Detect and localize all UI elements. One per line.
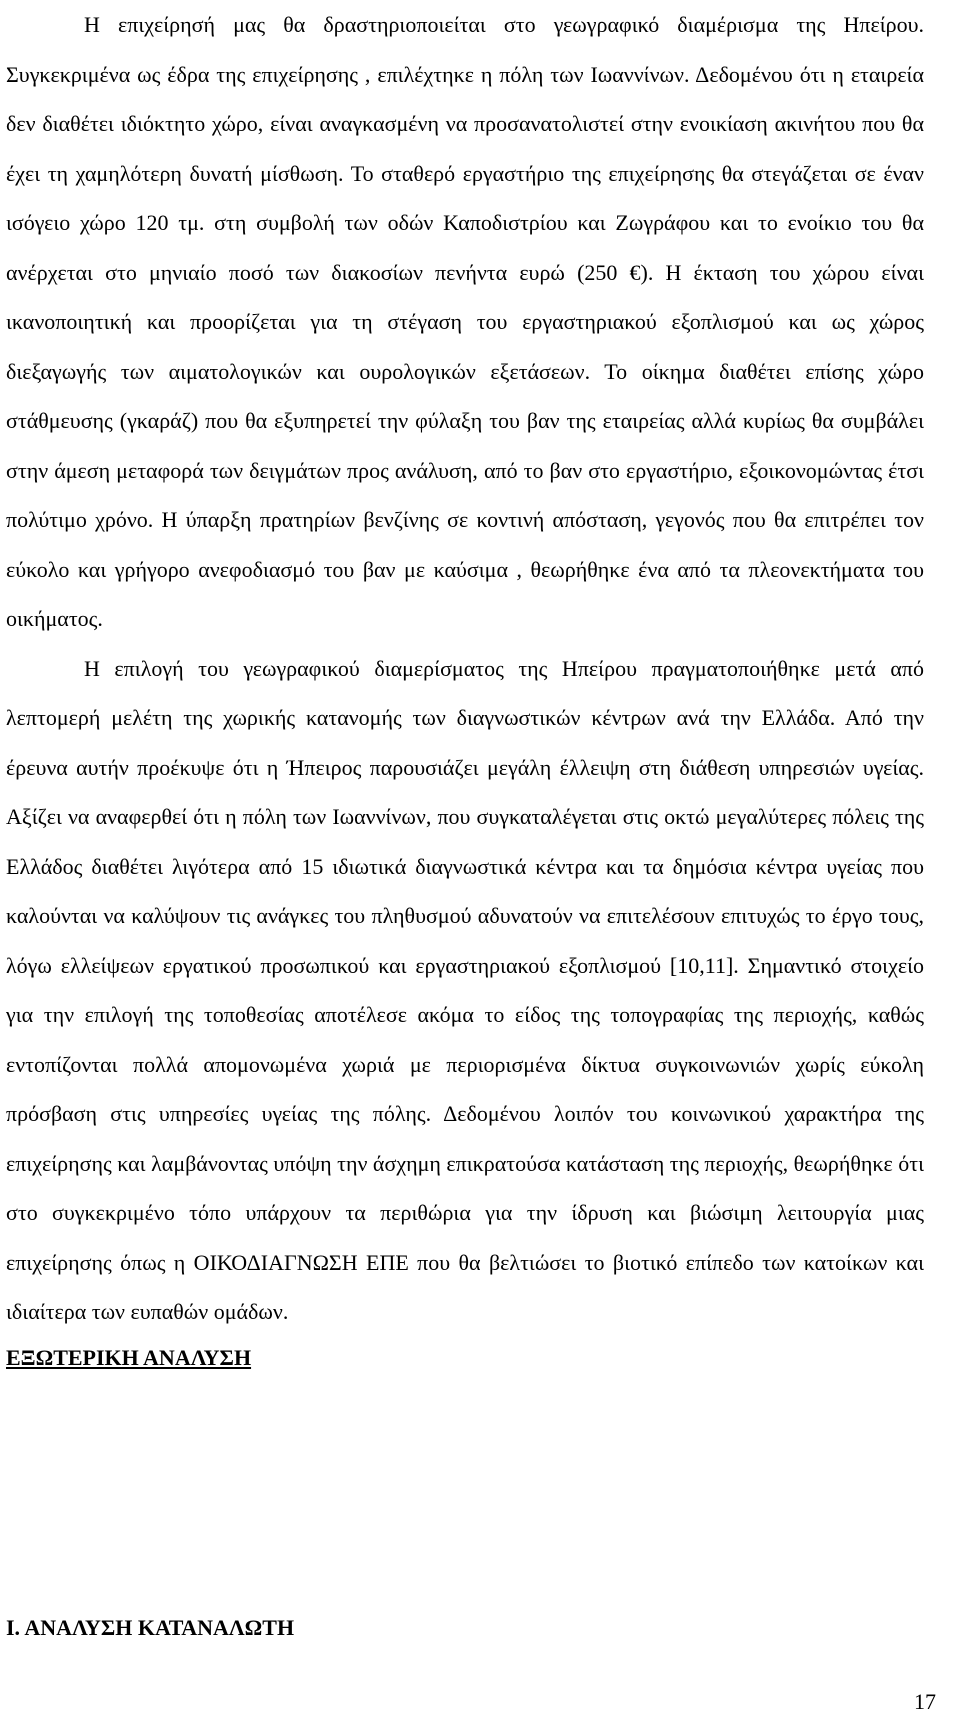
paragraph-location: Η επιχείρησή μας θα δραστηριοποιείται στο γεωγραφικό διαμέρισμα της Ηπείρου. Συγκεκριμένα ως έδρα της επιχείρησης , επιλέχτηκε η πόλη των Ιωαννίνων. Δεδομένου ότι η εταιρεία δεν διαθέτει ιδιόκτητο χώρο, είναι αναγκασμένη να προσανατολιστεί στην ενοικίαση ακινήτου που θα έχει τη χαμηλότερη δυνατή μίσθωση. Το σταθερό εργαστήριο της επιχείρησης θα στεγάζεται σε έναν ισόγειο χώρο 120 τμ. στη συμβολή των οδών Καποδιστρίου και Ζωγράφου και το ενοίκιο του θα ανέρχεται στο μηνιαίο ποσό των διακοσίων πενήντα ευρώ (250 €). Η έκταση του χώρου είναι ικανοποιητική και προορίζεται για τη στέγαση του εργαστηριακού εξοπλισμού και ως χώρος διεξαγωγής των αιματολογικών και ουρολογικών εξετάσεων. Το οίκημα διαθέτει επίσης χώρο στάθμευσης (γκαράζ) που θα εξυπηρετεί την φύλαξη του βαν της εταιρείας αλλά κυρίως θα συμβάλει στην άμεση μεταφορά των δειγμάτων προς ανάλυση, από το βαν στο εργαστήριο, εξοικονομώντας έτσι πολύτιμο χρόνο. Η ύπαρξη πρατηρίων βενζίνης σε κοντινή απόσταση, γεγονός που θα επιτρέπει τον εύκολο και γρήγορο ανεφοδιασμό του βαν με καύσιμα , θεωρήθηκε ένα από τα πλεονεκτήματα του οικήματος. — [6, 12, 924, 631]
body-text — [6, 0, 924, 1337]
heading-external-analysis: ΕΞΩΤΕΡΙΚΗ ΑΝΑΛΥΣΗ — [6, 1345, 252, 1370]
paragraph-region-choice: Η επιλογή του γεωγραφικού διαμερίσματος της Ηπείρου πραγματοποιήθηκε μετά από λεπτομερή μελέτη της χωρικής κατανομής των διαγνωστικών κέντρων ανά την Ελλάδα. Από την έρευνα αυτήν προέκυψε ότι η Ήπειρος παρουσιάζει μεγάλη έλλειψη στη διάθεση υπηρεσιών υγείας. Αξίζει να αναφερθεί ότι η πόλη των Ιωαννίνων, που συγκαταλέγεται στις οκτώ μεγαλύτερες πόλεις της Ελλάδος διαθέτει λιγότερα από 15 ιδιωτικά διαγνωστικά κέντρα και τα δημόσια κέντρα υγείας που καλούνται να καλύψουν τις ανάγκες του πληθυσμού αδυνατούν να επιτελέσουν επιτυχώς το έργο τους, λόγω ελλείψεων εργατικού προσωπικού και εργαστηριακού εξοπλισμού [10,11]. Σημαντικό στοιχείο για την επιλογή της τοποθεσίας αποτέλεσε ακόμα το είδος της τοπογραφίας της περιοχής, καθώς εντοπίζονται πολλά απομονωμένα χωριά με περιορισμένα δίκτυα συγκοινωνιών χωρίς εύκολη πρόσβαση στις υπηρεσίες υγείας της πόλης. Δεδομένου λοιπόν του κοινωνικού χαρακτήρα της επιχείρησης και λαμβάνοντας υπόψη την άσχημη επικρατούσα κατάσταση της περιοχής, θεωρήθηκε ότι στο συγκεκριμένο τόπο υπάρχουν τα περιθώρια για την ίδρυση και βιώσιμη λειτουργία μιας επιχείρησης όπως η ΟΙΚΟΔΙΑΓΝΩΣΗ ΕΠΕ που θα βελτιώσει το βιοτικό επίπεδο των κατοίκων και ιδιαίτερα των ευπαθών ομάδων. — [6, 655, 924, 1324]
page-number: 17 — [914, 1689, 936, 1714]
heading-consumer-analysis: Ι. ΑΝΑΛΥΣΗ ΚΑΤΑΝΑΛΩΤΗ — [6, 1615, 295, 1640]
